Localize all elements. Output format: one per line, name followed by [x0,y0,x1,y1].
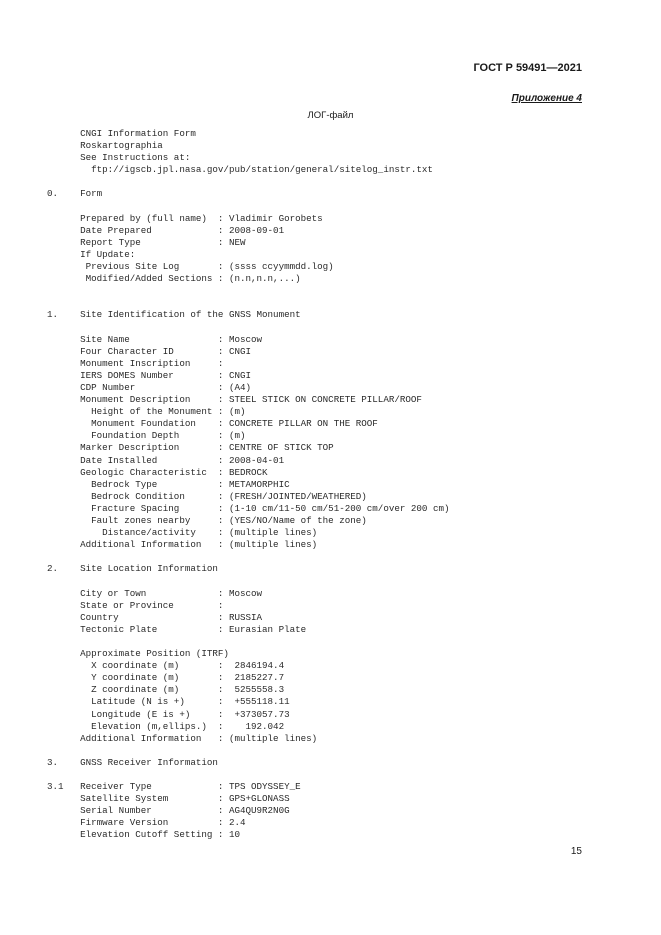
log-line: Approximate Position (ITRF) [47,648,229,660]
log-line: CNGI Information Form [47,128,196,139]
log-line: Height of the Monument : (m) [47,406,246,418]
log-line: Serial Number : AG4QU9R2N0G [47,805,290,817]
log-line: Country : RUSSIA [47,611,263,623]
appendix-label: Приложение 4 [511,93,582,104]
log-line: Elevation Cutoff Setting : 10 [47,829,240,841]
log-line: 0. Form [47,188,103,200]
log-line: Firmware Version : 2.4 [47,817,246,829]
log-line [47,769,449,781]
log-line [47,322,449,334]
log-line: Monument Description : STEEL STICK ON CONCRETE PILLAR/ROOF [47,394,422,406]
log-line: If Update: [47,248,136,260]
log-line: See Instructions at: [47,152,191,164]
log-line [47,575,449,587]
log-line [47,176,449,188]
log-line: IERS DOMES Number : CNGI [47,369,251,381]
log-line: 2. Site Location Information [47,563,218,575]
log-line [47,551,449,563]
log-line: Report Type : NEW [47,236,246,248]
log-line: Bedrock Condition : (FRESH/JOINTED/WEATHERED) [47,490,367,502]
log-line: Date Installed : 2008-04-01 [47,454,285,466]
log-line: Longitude (E is +) : +373057.73 [47,708,290,720]
log-line: Modified/Added Sections : (n.n,n.n,...) [47,273,301,285]
log-line: Four Character ID : CNGI [47,345,251,357]
log-line: Y coordinate (m) : 2185227.7 [47,672,285,684]
log-line: Additional Information : (multiple lines) [47,539,318,551]
site-log-body [47,128,449,842]
log-line: Satellite System : GPS+GLONASS [47,793,290,805]
log-line [47,297,449,309]
log-line: Fault zones nearby : (YES/NO/Name of the zone) [47,515,367,526]
log-line: CDP Number : (A4) [47,381,251,393]
log-line: Previous Site Log : (ssss ccyymmdd.log) [47,261,334,273]
log-line: Prepared by (full name) : Vladimir Gorobets [47,212,323,224]
log-line: Site Name : Moscow [47,333,263,345]
log-line: Latitude (N is +) : +555118.11 [47,696,290,708]
log-line: ftp://igscb.jpl.nasa.gov/pub/station/general/sitelog_instr.txt [47,164,433,176]
log-line: X coordinate (m) : 2846194.4 [47,660,285,672]
log-line [47,285,449,297]
log-line: Monument Foundation : CONCRETE PILLAR ON THE ROOF [47,418,378,430]
document-title: ЛОГ-файл [307,110,354,121]
log-line [47,201,449,213]
log-line: State or Province : [47,599,224,611]
log-line: Roskartographia [47,140,163,152]
log-line: Tectonic Plate : Eurasian Plate [47,623,307,635]
standard-number: ГОСТ Р 59491—2021 [473,62,582,74]
log-line: Additional Information : (multiple lines) [47,732,318,744]
log-line: Fracture Spacing : (1-10 cm/11-50 cm/51-200 cm/over 200 cm) [47,502,450,514]
log-line: Distance/activity : (multiple lines) [47,527,318,539]
log-line [47,745,449,757]
log-line: City or Town : Moscow [47,587,263,599]
log-line [47,636,449,648]
log-line: Bedrock Type : METAMORPHIC [47,478,290,490]
log-line: 1. Site Identification of the GNSS Monument [47,309,301,321]
log-line: Geologic Characteristic : BEDROCK [47,466,268,478]
log-line: Elevation (m,ellips.) : 192.042 [47,720,285,732]
page-number: 15 [570,846,582,857]
log-line: 3. GNSS Receiver Information [47,756,218,768]
log-line: 3.1 Receiver Type : TPS ODYSSEY_E [47,781,301,793]
log-line: Date Prepared : 2008-09-01 [47,224,285,236]
log-line: Marker Description : CENTRE OF STICK TOP [47,442,334,454]
log-line: Z coordinate (m) : 5255558.3 [47,684,285,696]
log-line: Foundation Depth : (m) [47,430,246,442]
log-line: Monument Inscription : [47,357,224,369]
